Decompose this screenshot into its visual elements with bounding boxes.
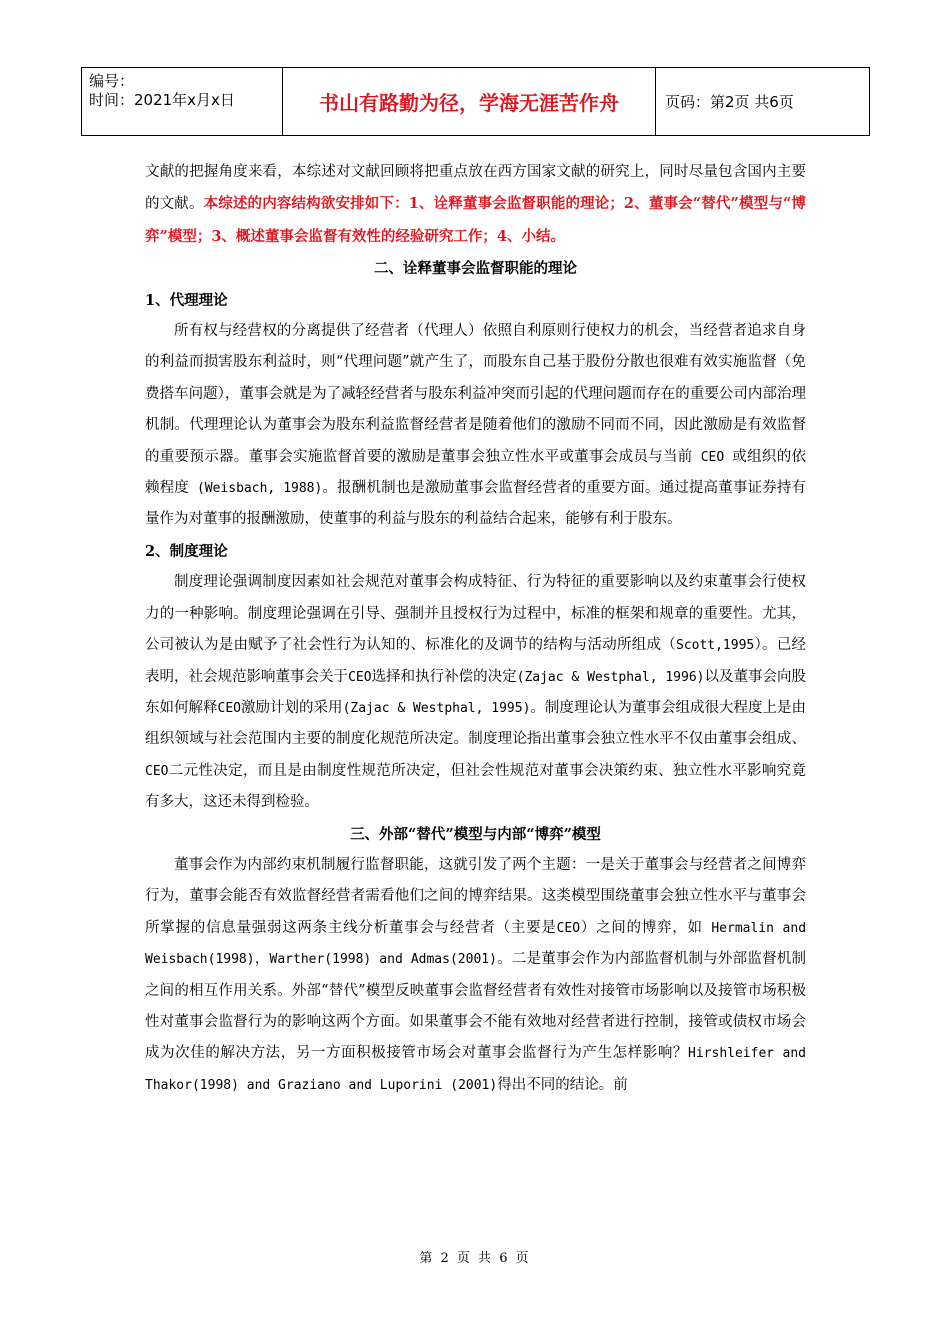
agency-theory-paragraph: 所有权与经营权的分离提供了经营者（代理人）依照自利原则行使权力的机会，当经营者追求自身的利益而损害股东利益时，则“代理问题”就产生了，而股东自己基于股份分散也很难有效实施监督（免费搭车问题），董事会就是为了减轻经营者与股东利益冲突而引起的代理问题而存在的重要公司内部治理机制。代理理论认为董事会为股东利益监督经营者是随着他们的激励不同而不同，因此激励是有效监督的重要预示器。董事会实施监督首要的激励是董事会独立性水平或董事会成员与当前 CEO 或组织的依赖程度 (Weisbach, 1988)。报酬机制也是激励董事会监督经营者的重要方面。通过提高董事证券持有量作为对董事的报酬激励，使董事的利益与股东的利益结合起来，能够有利于股东。 bbox=[145, 323, 806, 528]
document-time-label: 时间：2021年x月x日 bbox=[89, 91, 235, 109]
subsection-institutional-theory-heading: 2、制度理论 bbox=[145, 542, 228, 560]
header-motto: 书山有路勤为径，学海无涯苦作舟 bbox=[283, 68, 656, 135]
institutional-theory-paragraph: 制度理论强调制度因素如社会规范对董事会构成特征、行为特征的重要影响以及约束董事会行使权力的一种影响。制度理论强调在引导、强制并且授权行为过程中，标准的框架和规章的重要性。尤其，公司被认为是由赋予了社会性行为认知的、标准化的及调节的结构与活动所组成（Scott,1995）。已经表明，社会规范影响董事会关于CEO选择和执行补偿的决定(Zajac & Westphal, 1996)以及董事会向股东如何解释CEO激励计划的采用(Zajac & Westphal, 1995)。制度理论认为董事会组成很大程度上是由组织领域与社会范围内主要的制度化规范所决定。制度理论指出董事会独立性水平不仅由董事会组成、CEO二元性决定，而且是由制度性规范所决定，但社会性规范对董事会决策约束、独立性水平影响究竟有多大，这还未得到检验。 bbox=[145, 574, 807, 811]
intro-structure-highlight: 本综述的内容结构欲安排如下：1、诠释董事会监督职能的理论；2、董事会“替代”模型与“博弈”模型；3、概述董事会监督有效性的经验研究工作；4、小结。 bbox=[145, 195, 806, 245]
section-2-heading: 二、诠释董事会监督职能的理论 bbox=[374, 260, 577, 278]
page-header-table bbox=[81, 67, 870, 136]
document-body bbox=[145, 157, 806, 1101]
section-3-paragraph: 董事会作为内部约束机制履行监督职能，这就引发了两个主题：一是关于董事会与经营者之间博弈行为，董事会能否有效监督经营者需看他们之间的博弈结果。这类模型围绕董事会独立性水平与董事会所掌握的信息量强弱这两条主线分析董事会与经营者（主要是CEO）之间的博弈，如 Hermalin and Weisbach(1998)，Warther(1998) and Admas(2001)。二是董事会作为内部监督机制与外部监督机制之间的相互作用关系。外部“替代”模型反映董事会监督经营者有效性对接管市场影响以及接管市场积极性对董事会监督行为的影响这两个方面。如果董事会不能有效地对经营者进行控制，接管或债权市场会成为次佳的解决方法，另一方面积极接管市场会对董事会监督行为产生怎样影响？Hirshleifer and Thakor(1998) and Graziano and Luporini (2001)得出不同的结论。前 bbox=[145, 856, 807, 1093]
header-page-code: 页码：第2页 共6页 bbox=[665, 93, 794, 111]
header-info-cell bbox=[82, 68, 283, 135]
subsection-agency-theory-heading: 1、代理理论 bbox=[145, 291, 228, 309]
intro-paragraph bbox=[145, 157, 806, 253]
document-number-label: 编号： bbox=[89, 72, 135, 90]
page-footer-number: 第 2 页 共 6 页 bbox=[419, 1251, 531, 1266]
intro-text: 文献的把握角度来看，本综述对文献回顾将把重点放在西方国家文献的研究上，同时尽量包含国内主要的文献。 bbox=[145, 164, 806, 213]
section-3-heading: 三、外部“替代”模型与内部“博弈”模型 bbox=[350, 825, 601, 843]
